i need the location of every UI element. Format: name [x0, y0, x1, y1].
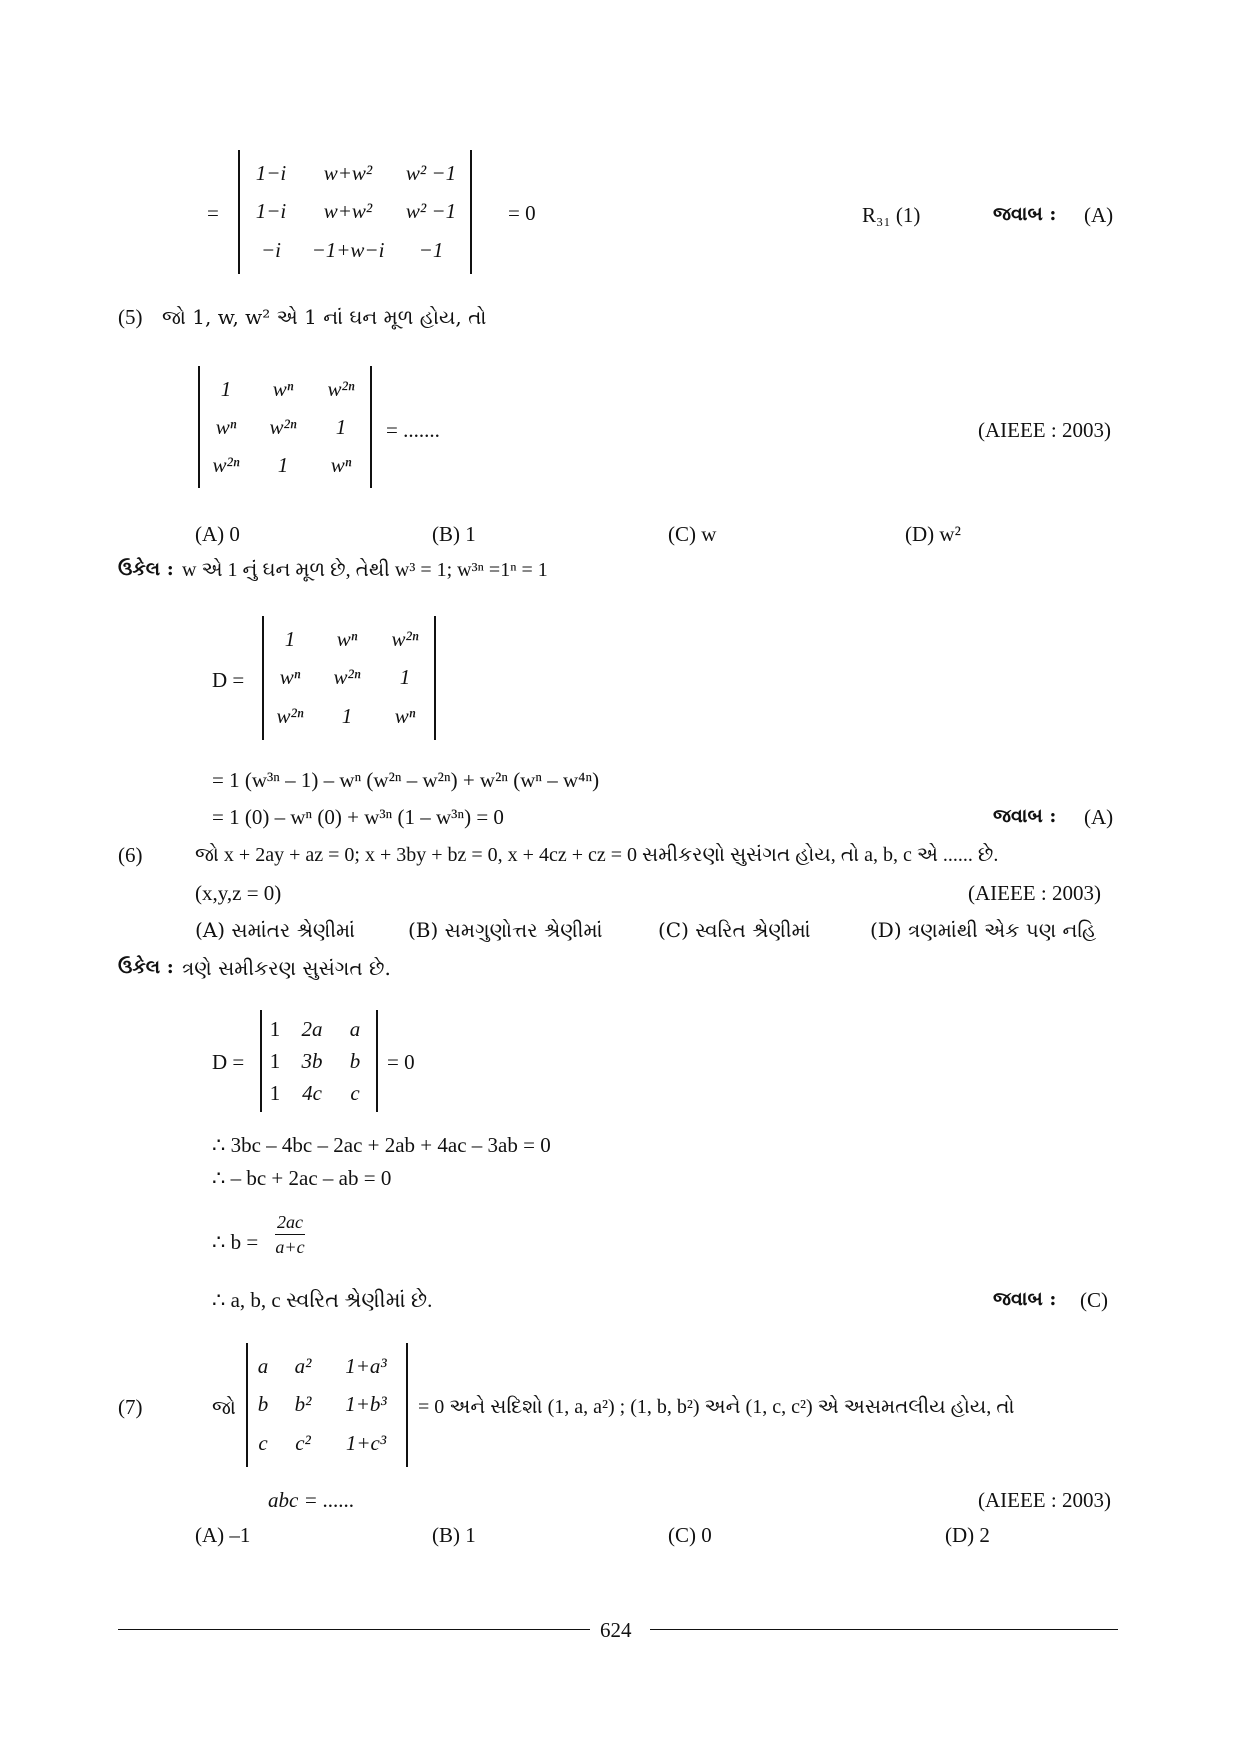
matrix-cell: b: [349, 1048, 361, 1073]
q5-step1: = 1 (w³ⁿ – 1) – wⁿ (w²ⁿ – w²ⁿ) + w²ⁿ (wⁿ – w⁴ⁿ): [212, 768, 600, 792]
q5-solution-label: ઉકેલ :: [118, 558, 174, 580]
q6-step1: ∴ 3bc – 4bc – 2ac + 2ab + 4ac – 3ab = 0: [212, 1133, 551, 1157]
top-eq-sign: =: [207, 201, 219, 225]
matrix-cell: −1: [418, 238, 444, 263]
q6-d-label: D =: [212, 1050, 245, 1074]
q5-option-c: (C) w: [668, 522, 717, 546]
q7-source: (AIEEE : 2003): [978, 1488, 1111, 1512]
q6-option-d: (D) ત્રણમાંથી એક પણ નહિ: [870, 918, 1097, 942]
matrix-cell: 1: [335, 414, 347, 439]
matrix-cell: b²: [294, 1392, 312, 1417]
q5-option-a: (A) 0: [195, 522, 240, 546]
matrix-cell: 3b: [301, 1048, 323, 1073]
matrix-cell: 2a: [301, 1016, 323, 1041]
matrix-cell: wⁿ: [394, 704, 416, 729]
matrix-cell: w²ⁿ: [276, 704, 304, 729]
footer-rule-left: [118, 1629, 590, 1630]
q6-result: = 0: [387, 1050, 415, 1074]
matrix-cell: 4c: [302, 1080, 322, 1105]
q6-answer-label: જવાબ :: [993, 1288, 1057, 1310]
top-answer: (A): [1084, 203, 1114, 227]
matrix-cell: w+w²: [323, 199, 373, 224]
matrix-cell: wⁿ: [215, 414, 237, 439]
q6-step2: ∴ – bc + 2ac – ab = 0: [212, 1166, 392, 1190]
q6-option-c: (C) સ્વરિત શ્રેણીમાં: [658, 918, 811, 942]
q5-number: (5): [118, 305, 143, 329]
matrix-cell: 1+c³: [345, 1431, 387, 1456]
q6-answer: (C): [1080, 1288, 1108, 1312]
matrix-cell: 1: [220, 376, 232, 401]
q6-solution-label: ઉકેલ :: [118, 956, 174, 978]
matrix-cell: wⁿ: [330, 452, 352, 477]
matrix-cell: 1−i: [255, 160, 287, 185]
q5-source: (AIEEE : 2003): [978, 418, 1111, 442]
fraction-denominator: a+c: [275, 1237, 305, 1257]
matrix-cell: w²ⁿ: [212, 452, 240, 477]
q5-option-b: (B) 1: [432, 522, 476, 546]
q7-option-a: (A) –1: [195, 1523, 251, 1547]
matrix-cell: c²: [295, 1431, 311, 1456]
matrix-cell: w²ⁿ: [391, 626, 419, 651]
matrix-cell: w+w²: [323, 160, 373, 185]
q5-matrix: [200, 370, 368, 484]
q7-question-rest: = 0 અને સદિશો (1, a, a²) ; (1, b, b²) અને (1, c, c²) એ અસમતલીય હોય, તો: [418, 1396, 1015, 1418]
q6-number: (6): [118, 843, 143, 867]
matrix-cell: 1: [284, 626, 296, 651]
q7-abc: abc = ......: [268, 1488, 355, 1512]
q6-option-a: (A) સમાંતર શ્રેણીમાં: [195, 918, 356, 942]
q6-step3-prefix: ∴ b =: [212, 1230, 259, 1254]
matrix-cell: a: [349, 1016, 361, 1041]
page-number: 624: [600, 1618, 632, 1642]
matrix-cell: wⁿ: [272, 376, 294, 401]
matrix-cell: −1+w−i: [311, 238, 385, 263]
q6-solution-text: ત્રણે સમીકરણ સુસંગત છે.: [182, 956, 391, 980]
q5-solution-matrix: [264, 620, 432, 736]
matrix-cell: 1+b³: [345, 1392, 387, 1417]
fraction-numerator: 2ac: [275, 1212, 305, 1235]
q5-equals: = .......: [386, 418, 440, 442]
matrix-cell: 1: [269, 1016, 281, 1041]
matrix-cell: 1+a³: [345, 1353, 387, 1378]
matrix-cell: a: [257, 1353, 269, 1378]
matrix-cell: 1: [277, 452, 289, 477]
q6-option-b: (B) સમગુણોત્તર શ્રેણીમાં: [408, 918, 603, 942]
matrix-cell: w²ⁿ: [327, 376, 355, 401]
top-result: = 0: [508, 201, 536, 225]
q6-condition: (x,y,z = 0): [195, 881, 282, 905]
q6-source: (AIEEE : 2003): [968, 881, 1101, 905]
q7-prefix: જો: [212, 1395, 236, 1419]
q6-question: જો x + 2ay + az = 0; x + 3by + bz = 0, x + 4cz + cz = 0 સમીકરણો સુસંગત હોય, તો a, b, c એ ...... છે.: [195, 844, 999, 866]
q5-answer-label: જવાબ :: [993, 805, 1057, 827]
top-answer-label: જવાબ :: [993, 203, 1057, 225]
matrix-cell: c: [258, 1431, 268, 1456]
footer-rule-right: [650, 1629, 1118, 1630]
q5-option-d: (D) w²: [905, 522, 961, 546]
q5-d-label: D =: [212, 668, 245, 692]
matrix-cell: w²ⁿ: [333, 665, 361, 690]
q5-question: જો 1, w, w² એ 1 નાં ઘન મૂળ હોય, તો: [162, 305, 487, 329]
q5-solution-text: w એ 1 નું ઘન મૂળ છે, તેથી w³ = 1; w³ⁿ =1ⁿ = 1: [182, 559, 548, 581]
matrix-cell: 1: [269, 1048, 281, 1073]
q5-step2: = 1 (0) – wⁿ (0) + w³ⁿ (1 – w³ⁿ) = 0: [212, 805, 504, 829]
matrix-cell: wⁿ: [279, 665, 301, 690]
matrix-cell: a²: [294, 1353, 312, 1378]
matrix-cell: −i: [260, 238, 281, 263]
q7-option-b: (B) 1: [432, 1523, 476, 1547]
q5-answer: (A): [1084, 805, 1114, 829]
matrix-cell: b: [257, 1392, 269, 1417]
matrix-cell: wⁿ: [336, 626, 358, 651]
matrix-cell: w² −1: [405, 199, 457, 224]
matrix-cell: c: [350, 1080, 360, 1105]
q6-fraction: [275, 1212, 305, 1258]
q7-option-c: (C) 0: [668, 1523, 712, 1547]
q7-number: (7): [118, 1395, 143, 1419]
matrix-cell: 1: [399, 665, 411, 690]
q6-step4: ∴ a, b, c સ્વરિત શ્રેણીમાં છે.: [212, 1288, 433, 1312]
matrix-cell: 1: [269, 1080, 281, 1105]
matrix-cell: 1−i: [255, 199, 287, 224]
q6-matrix: [262, 1013, 374, 1109]
q7-option-d: (D) 2: [945, 1523, 990, 1547]
q7-matrix: [248, 1347, 404, 1463]
matrix-cell: 1: [341, 704, 353, 729]
matrix-cell: w² −1: [405, 160, 457, 185]
matrix-cell: w²ⁿ: [269, 414, 297, 439]
top-matrix: [240, 154, 468, 270]
top-operation: R₃₁ (1): [862, 203, 921, 227]
